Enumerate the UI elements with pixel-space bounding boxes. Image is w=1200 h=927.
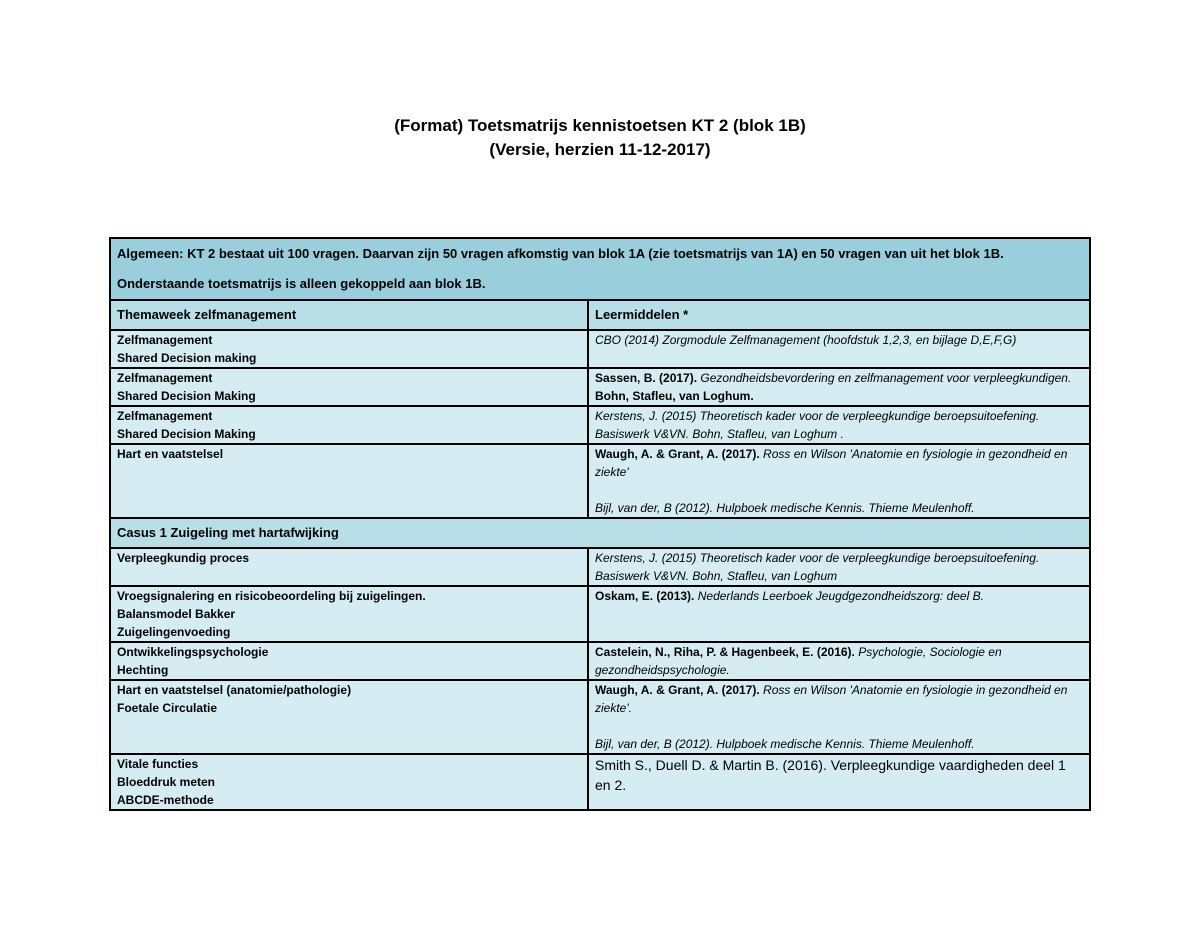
topic-line: Hart en vaatstelsel xyxy=(117,447,224,461)
topic-line: Zuigelingenvoeding xyxy=(117,625,231,639)
source-author: Sassen, B. (2017). xyxy=(595,371,698,385)
source-extra: Bijl, van der, B (2012). Hulpboek medische Kennis. Thieme Meulenhoff. xyxy=(595,501,975,515)
topic-cell xyxy=(110,680,588,754)
topic-line: Ontwikkelingspsychologie xyxy=(117,645,269,659)
topic-line: Hechting xyxy=(117,663,169,677)
topic-line: Vitale functies xyxy=(117,757,199,771)
source-cell xyxy=(588,642,1090,680)
table-row xyxy=(110,406,1090,444)
topic-cell xyxy=(110,444,588,518)
casus-header: Casus 1 Zuigeling met hartafwijking xyxy=(110,518,1090,548)
source-author: Oskam, E. (2013). xyxy=(595,589,695,603)
general-info: Algemeen: KT 2 bestaat uit 100 vragen. Daarvan zijn 50 vragen afkomstig van blok 1A (zie toetsmatrijs van 1A) en 50 vragen van uit het blok 1B. Onderstaande toetsmatrijs is alleen gekoppeld aan blok 1B. xyxy=(110,238,1090,300)
theme-week-header: Themaweek zelfmanagement xyxy=(110,300,588,330)
spacer xyxy=(595,481,1083,499)
source-title: Nederlands Leerboek Jeugdgezondheidszorg: deel B. xyxy=(694,589,984,603)
source-extra: Bijl, van der, B (2012). Hulpboek medische Kennis. Thieme Meulenhoff. xyxy=(595,737,975,751)
topic-line: Shared Decision Making xyxy=(117,427,256,441)
source-cell xyxy=(588,444,1090,518)
source-title: Psychologie, Sociologie en gezondheidspsychologie. xyxy=(595,645,1002,677)
table-row xyxy=(110,680,1090,754)
learning-materials-header: Leermiddelen * xyxy=(588,300,1090,330)
source-publisher: Bohn, Stafleu, van Loghum. xyxy=(595,389,754,403)
table-row xyxy=(110,330,1090,368)
table-row xyxy=(110,586,1090,642)
title-line-2: (Versie, herzien 11-12-2017) xyxy=(489,140,711,159)
table-row xyxy=(110,642,1090,680)
title-line-1: (Format) Toetsmatrijs kennistoetsen KT 2 (blok 1B) xyxy=(394,116,806,135)
source-cell: CBO (2014) Zorgmodule Zelfmanagement (hoofdstuk 1,2,3, en bijlage D,E,F,G) xyxy=(588,330,1090,368)
source-title: Ross en Wilson 'Anatomie en fysiologie in gezondheid en ziekte'. xyxy=(595,683,1068,715)
topic-cell xyxy=(110,406,588,444)
topic-cell xyxy=(110,642,588,680)
spacer xyxy=(595,717,1083,735)
table-row xyxy=(110,754,1090,810)
topic-line: Zelfmanagement xyxy=(117,371,213,385)
casus-header-row xyxy=(110,518,1090,548)
source-author: Waugh, A. & Grant, A. (2017). xyxy=(595,683,760,697)
document-title xyxy=(0,114,1200,162)
topic-line: Verpleegkundig proces xyxy=(117,551,250,565)
general-row xyxy=(110,238,1090,300)
table-row xyxy=(110,444,1090,518)
section-header-row xyxy=(110,300,1090,330)
source-cell xyxy=(588,586,1090,642)
source-cell: Kerstens, J. (2015) Theoretisch kader voor de verpleegkundige beroepsuitoefening. Basiswerk V&VN. Bohn, Stafleu, van Loghum . xyxy=(588,406,1090,444)
topic-cell xyxy=(110,754,588,810)
topic-line: Vroegsignalering en risicobeoordeling bij zuigelingen. xyxy=(117,589,426,603)
source-title: Ross en Wilson 'Anatomie en fysiologie in gezondheid en ziekte' xyxy=(595,447,1068,479)
topic-cell xyxy=(110,548,588,586)
table-row xyxy=(110,548,1090,586)
source-cell: Kerstens, J. (2015) Theoretisch kader voor de verpleegkundige beroepsuitoefening. Basiswerk V&VN. Bohn, Stafleu, van Loghum xyxy=(588,548,1090,586)
topic-cell xyxy=(110,368,588,406)
topic-line: Hart en vaatstelsel (anatomie/pathologie) xyxy=(117,683,352,697)
topic-line: Zelfmanagement xyxy=(117,409,213,423)
topic-line: Bloeddruk meten xyxy=(117,775,216,789)
topic-cell xyxy=(110,330,588,368)
source-cell xyxy=(588,680,1090,754)
source-author: Waugh, A. & Grant, A. (2017). xyxy=(595,447,760,461)
source-cell xyxy=(588,368,1090,406)
topic-cell xyxy=(110,586,588,642)
topic-line: ABCDE-methode xyxy=(117,793,214,807)
source-cell: Smith S., Duell D. & Martin B. (2016). Verpleegkundige vaardigheden deel 1 en 2. xyxy=(588,754,1090,810)
topic-line: Zelfmanagement xyxy=(117,333,213,347)
toetsmatrijs-table xyxy=(109,237,1091,811)
topic-line: Shared Decision Making xyxy=(117,389,256,403)
table-row xyxy=(110,368,1090,406)
topic-line: Balansmodel Bakker xyxy=(117,607,236,621)
source-author: Castelein, N., Riha, P. & Hagenbeek, E. (2016). xyxy=(595,645,855,659)
topic-line: Shared Decision making xyxy=(117,351,257,365)
topic-line: Foetale Circulatie xyxy=(117,701,218,715)
source-title: Gezondheidsbevordering en zelfmanagement voor verpleegkundigen. xyxy=(697,371,1072,385)
